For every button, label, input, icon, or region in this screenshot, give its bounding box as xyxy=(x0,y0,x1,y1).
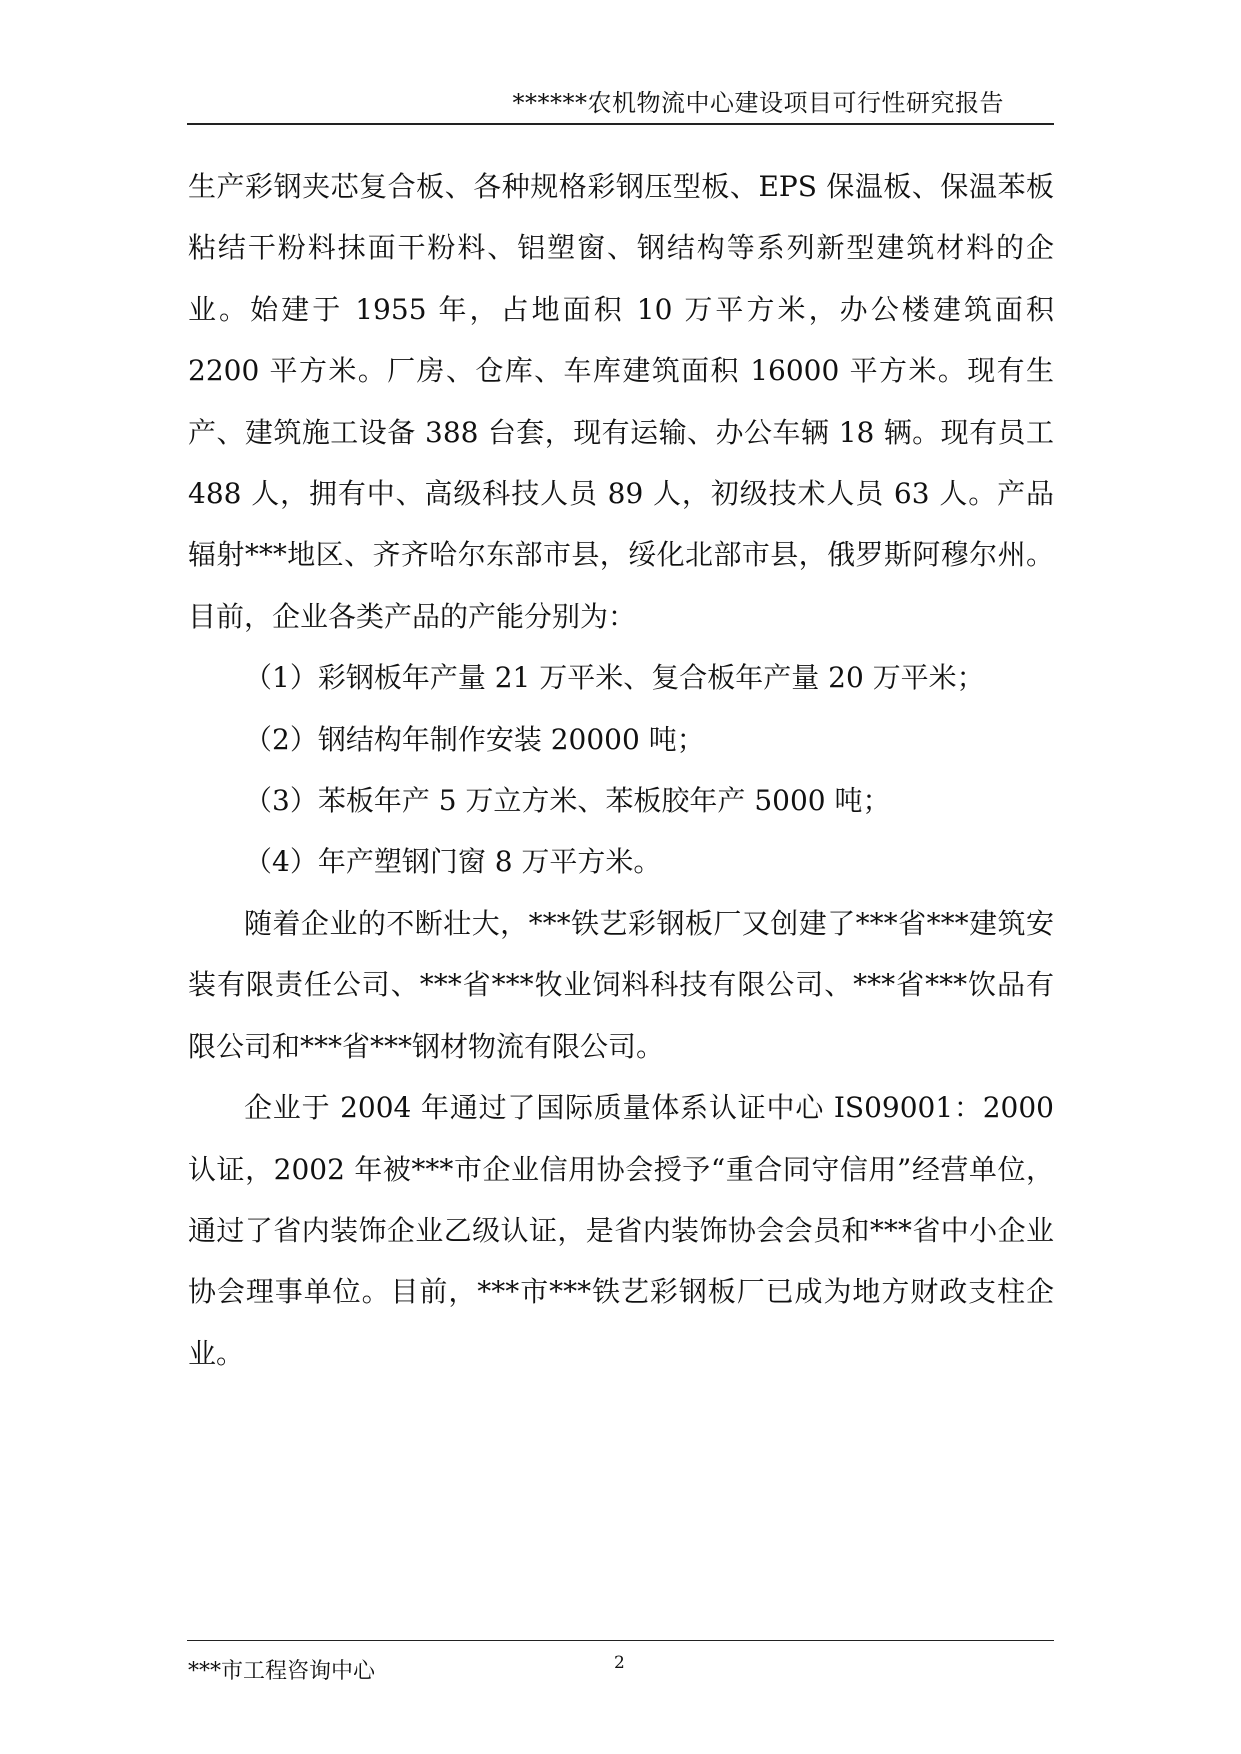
body-text xyxy=(188,156,1054,1384)
footer-divider xyxy=(187,1640,1054,1641)
running-header-title: ******农机物流中心建设项目可行性研究报告 xyxy=(512,89,1004,117)
paragraph-subsidiaries: 随着企业的不断壮大，***铁艺彩钢板厂又创建了***省***建筑安装有限责任公司、***省***牧业饲料科技有限公司、***省***饮品有限公司和***省***钢材物流有限公司。 xyxy=(188,906,1054,1063)
capacity-item-1: （1）彩钢板年产量 21 万平米、复合板年产量 20 万平米； xyxy=(244,661,985,695)
header-divider xyxy=(187,123,1054,125)
page-number: 2 xyxy=(614,1653,625,1673)
footer-organization: ***市工程咨询中心 xyxy=(188,1659,376,1684)
capacity-item-2: （2）钢结构年制作安装 20000 吨； xyxy=(244,722,705,756)
capacity-item-3: （3）苯板年产 5 万立方米、苯板胶年产 5000 吨； xyxy=(244,784,891,818)
paragraph-certifications: 企业于 2004 年通过了国际质量体系认证中心 IS09001：2000 认证，2002 年被***市企业信用协会授予“重合同守信用”经营单位，通过了省内装饰企业乙级认证，是省内装饰协会会员和***省中小企业协会理事单位。目前，***市***铁艺彩钢板厂已成为地方财政支柱企业。 xyxy=(188,1091,1054,1370)
paragraph-company-overview: 生产彩钢夹芯复合板、各种规格彩钢压型板、EPS 保温板、保温苯板粘结干粉料抹面干粉料、铝塑窗、钢结构等系列新型建筑材料的企业。始建于 1955 年，占地面积 10 万平方米，办公楼建筑面积 2200 平方米。厂房、仓库、车库建筑面积 16000 平方米。现有生产、建筑施工设备 388 台套，现有运输、办公车辆 18 辆。现有员工 488 人，拥有中、高级科技人员 89 人，初级技术人员 63 人。产品辐射***地区、齐齐哈尔东部市县，绥化北部市县，俄罗斯阿穆尔州。目前，企业各类产品的产能分别为： xyxy=(188,170,1054,633)
capacity-item-4: （4）年产塑钢门窗 8 万平方米。 xyxy=(244,845,662,879)
